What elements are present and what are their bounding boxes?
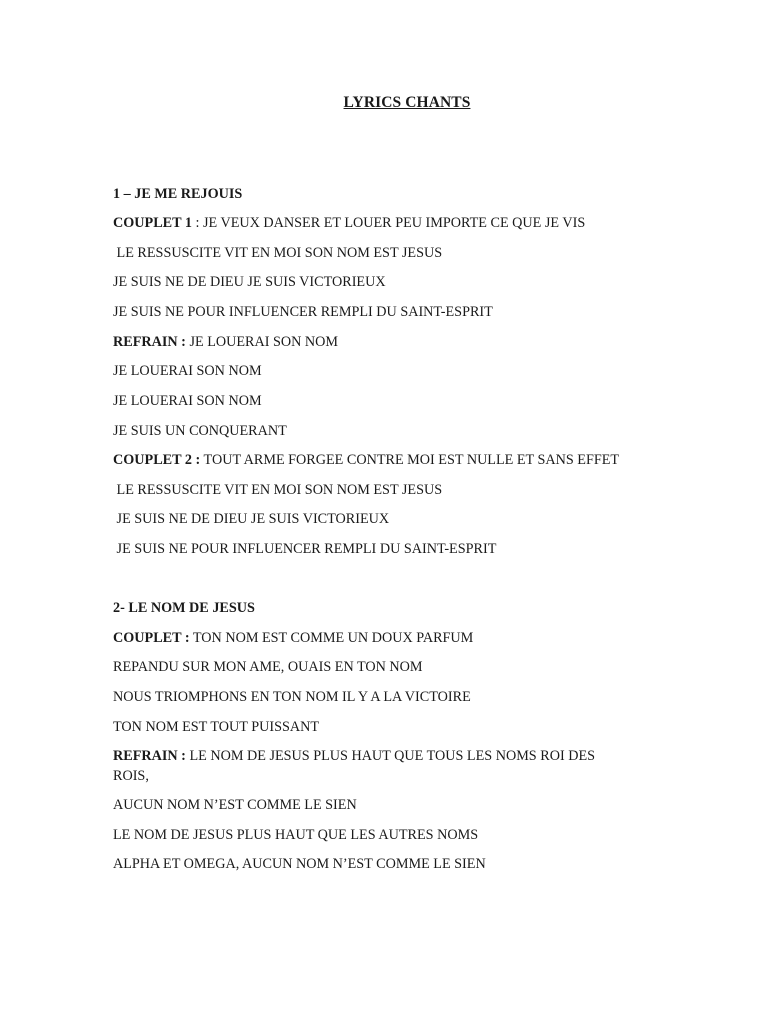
song-1-heading: 1 – JE ME REJOUIS <box>113 186 243 202</box>
couplet-1-first-line: : JE VEUX DANSER ET LOUER PEU IMPORTE CE QUE JE VIS <box>191 215 586 231</box>
refrain-label: REFRAIN : <box>113 334 186 350</box>
song-1-refrain-line <box>113 332 673 352</box>
refrain-label: REFRAIN : <box>113 748 186 764</box>
couplet-label: COUPLET : <box>113 630 190 646</box>
lyric-line: AUCUN NOM N’EST COMME LE SIEN <box>113 797 357 813</box>
song-2-refrain-line <box>113 746 633 786</box>
song-2-heading: 2- LE NOM DE JESUS <box>113 600 255 616</box>
couplet-2-label: COUPLET 2 : <box>113 452 201 468</box>
song-1-couplet-2-line <box>113 450 673 470</box>
document-title: LYRICS CHANTS <box>343 94 471 111</box>
lyric-line: TON NOM EST TOUT PUISSANT <box>113 719 320 735</box>
lyric-line: LE RESSUSCITE VIT EN MOI SON NOM EST JESUS <box>113 245 443 261</box>
lyric-line: REPANDU SUR MON AME, OUAIS EN TON NOM <box>113 659 423 675</box>
lyric-line: JE SUIS NE DE DIEU JE SUIS VICTORIEUX <box>113 511 390 527</box>
lyric-line: LE RESSUSCITE VIT EN MOI SON NOM EST JESUS <box>113 482 443 498</box>
refrain-first-line: JE LOUERAI SON NOM <box>185 334 339 350</box>
couplet-first-line: TON NOM EST COMME UN DOUX PARFUM <box>189 630 474 646</box>
lyric-line: NOUS TRIOMPHONS EN TON NOM IL Y A LA VICTOIRE <box>113 689 471 705</box>
refrain-first-line: LE NOM DE JESUS PLUS HAUT QUE TOUS LES NOMS ROI DES ROIS, <box>113 748 599 784</box>
lyric-line: LE NOM DE JESUS PLUS HAUT QUE LES AUTRES NOMS <box>113 827 479 843</box>
couplet-1-label: COUPLET 1 <box>113 215 192 231</box>
couplet-2-first-line: TOUT ARME FORGEE CONTRE MOI EST NULLE ET SANS EFFET <box>200 452 620 468</box>
lyric-line: JE SUIS NE POUR INFLUENCER REMPLI DU SAINT-ESPRIT <box>113 541 497 557</box>
song-2-couplet-line <box>113 628 673 648</box>
lyric-line: JE LOUERAI SON NOM <box>113 393 262 409</box>
lyric-line: JE SUIS NE POUR INFLUENCER REMPLI DU SAINT-ESPRIT <box>113 304 493 320</box>
lyric-line: JE SUIS UN CONQUERANT <box>113 423 287 439</box>
lyric-line: JE LOUERAI SON NOM <box>113 363 262 379</box>
lyric-line: JE SUIS NE DE DIEU JE SUIS VICTORIEUX <box>113 274 386 290</box>
lyric-line: ALPHA ET OMEGA, AUCUN NOM N’EST COMME LE SIEN <box>113 856 486 872</box>
song-1-couplet-1-line <box>113 213 673 233</box>
